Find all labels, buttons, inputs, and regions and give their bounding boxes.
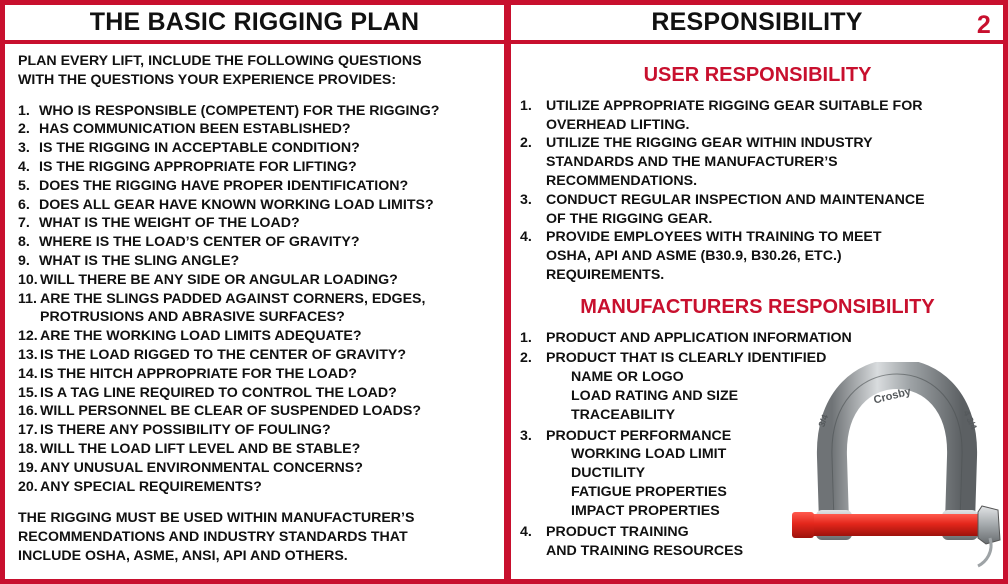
item-number: 18. xyxy=(18,440,38,457)
item-text xyxy=(39,177,498,196)
item-text xyxy=(546,191,995,229)
sub-item: NAME OR LOGO xyxy=(571,369,684,386)
item-text xyxy=(40,384,498,403)
item-line: UTILIZE THE RIGGING GEAR WITHIN INDUSTRY xyxy=(546,135,873,152)
question-item xyxy=(18,327,498,346)
user-responsibility-heading: USER RESPONSIBILITY xyxy=(643,64,872,86)
item-number: 3. xyxy=(520,427,532,444)
question-item xyxy=(18,177,498,196)
question-item xyxy=(18,384,498,403)
item-text xyxy=(39,214,498,233)
item-number: 2. xyxy=(18,121,30,138)
item-text xyxy=(40,440,498,459)
question-item xyxy=(18,158,498,177)
user-responsibility-item xyxy=(520,134,995,190)
page-number: 2 xyxy=(976,11,991,39)
manufacturers-responsibility-heading: MANUFACTURERS RESPONSIBILITY xyxy=(580,295,935,318)
question-item xyxy=(18,459,498,478)
item-text xyxy=(40,290,498,328)
shackle-image xyxy=(792,362,1002,576)
item-text xyxy=(546,97,995,135)
item-text xyxy=(546,134,995,190)
item-number: 10. xyxy=(18,271,38,288)
item-number: 20. xyxy=(18,478,38,495)
item-text xyxy=(546,329,995,348)
right-header xyxy=(511,5,1003,40)
item-number: 12. xyxy=(18,328,38,345)
question-item xyxy=(18,271,498,290)
item-line: ANY UNUSUAL ENVIRONMENTAL CONCERNS? xyxy=(40,459,363,476)
question-item xyxy=(18,102,498,121)
item-line: PRODUCT THAT IS CLEARLY IDENTIFIED xyxy=(546,350,827,367)
item-text xyxy=(39,233,498,252)
question-item xyxy=(18,402,498,421)
item-text xyxy=(39,139,498,158)
intro-text xyxy=(18,52,498,90)
item-text xyxy=(39,196,498,215)
item-text xyxy=(40,478,498,497)
question-item xyxy=(18,440,498,459)
sub-item: WORKING LOAD LIMIT xyxy=(571,446,727,463)
item-text xyxy=(546,228,995,284)
item-line: ANY SPECIAL REQUIREMENTS? xyxy=(40,478,262,495)
item-number: 4. xyxy=(520,523,532,540)
item-line: PROTRUSIONS AND ABRASIVE SURFACES? xyxy=(40,309,345,326)
item-text xyxy=(39,102,498,121)
user-responsibility-item xyxy=(520,228,995,284)
item-line: PROVIDE EMPLOYEES WITH TRAINING TO MEET xyxy=(546,229,882,246)
item-text xyxy=(39,120,498,139)
intro-line: WITH THE QUESTIONS YOUR EXPERIENCE PROVIDES: xyxy=(18,71,397,88)
shackle-pin-head xyxy=(792,512,814,538)
item-line: OSHA, API AND ASME (B30.9, B30.26, ETC.) xyxy=(546,248,842,265)
manufacturer-responsibility-item xyxy=(520,329,995,348)
sub-item: TRACEABILITY xyxy=(571,406,676,423)
item-line: WILL THE LOAD LIFT LEVEL AND BE STABLE? xyxy=(40,440,361,457)
item-line: IS THE RIGGING APPROPRIATE FOR LIFTING? xyxy=(39,158,357,175)
closing-text xyxy=(18,509,498,565)
item-line: WHAT IS THE WEIGHT OF THE LOAD? xyxy=(39,215,300,232)
question-item xyxy=(18,252,498,271)
item-line: OF THE RIGGING GEAR. xyxy=(546,210,713,227)
question-item xyxy=(18,365,498,384)
item-line: PRODUCT PERFORMANCE xyxy=(546,427,732,444)
item-line: WILL THERE BE ANY SIDE OR ANGULAR LOADING? xyxy=(40,271,398,288)
closing-line: THE RIGGING MUST BE USED WITHIN MANUFACTURER’S xyxy=(18,510,415,527)
item-number: 1. xyxy=(18,102,30,119)
item-line: UTILIZE APPROPRIATE RIGGING GEAR SUITABLE FOR xyxy=(546,97,923,114)
item-number: 3. xyxy=(520,191,532,208)
item-text xyxy=(40,327,498,346)
item-line: IS THE HITCH APPROPRIATE FOR THE LOAD? xyxy=(40,365,357,382)
question-item xyxy=(18,290,498,328)
sub-item: LOAD RATING AND SIZE xyxy=(571,387,739,404)
item-number: 9. xyxy=(18,252,30,269)
right-title: RESPONSIBILITY xyxy=(651,8,863,36)
item-line: HAS COMMUNICATION BEEN ESTABLISHED? xyxy=(39,121,351,138)
item-text xyxy=(40,459,498,478)
question-item xyxy=(18,214,498,233)
item-line: IS A TAG LINE REQUIRED TO CONTROL THE LOAD? xyxy=(40,384,397,401)
item-line: WHO IS RESPONSIBLE (COMPETENT) FOR THE RIGGING? xyxy=(39,102,440,119)
item-number: 5. xyxy=(18,177,30,194)
question-item xyxy=(18,421,498,440)
question-item xyxy=(18,196,498,215)
item-line: STANDARDS AND THE MANUFACTURER’S xyxy=(546,154,838,171)
question-item xyxy=(18,139,498,158)
closing-line: INCLUDE OSHA, ASME, ANSI, API AND OTHERS. xyxy=(18,547,348,564)
item-number: 2. xyxy=(520,135,532,152)
item-text xyxy=(40,365,498,384)
user-responsibility-item xyxy=(520,97,995,135)
question-item xyxy=(18,346,498,365)
item-number: 19. xyxy=(18,459,38,476)
item-number: 1. xyxy=(520,97,532,114)
item-text xyxy=(40,402,498,421)
item-line: IS THE LOAD RIGGED TO THE CENTER OF GRAVITY? xyxy=(40,346,406,363)
item-line: DOES ALL GEAR HAVE KNOWN WORKING LOAD LIMITS? xyxy=(39,196,434,213)
item-text xyxy=(39,158,498,177)
left-title: THE BASIC RIGGING PLAN xyxy=(89,8,420,36)
item-number: 4. xyxy=(18,158,30,175)
item-line: WHAT IS THE SLING ANGLE? xyxy=(39,252,240,269)
question-item xyxy=(18,233,498,252)
item-line: OVERHEAD LIFTING. xyxy=(546,116,690,133)
item-line: REQUIREMENTS. xyxy=(546,266,665,283)
shackle-wll-marking: 4 3/4 xyxy=(961,408,979,432)
item-number: 3. xyxy=(18,140,30,157)
rigging-plan-body xyxy=(18,52,498,566)
item-line: IS THE RIGGING IN ACCEPTABLE CONDITION? xyxy=(39,140,360,157)
item-line: WILL PERSONNEL BE CLEAR OF SUSPENDED LOADS? xyxy=(40,403,421,420)
item-number: 15. xyxy=(18,384,38,401)
item-number: 17. xyxy=(18,422,38,439)
item-line: CONDUCT REGULAR INSPECTION AND MAINTENANCE xyxy=(546,191,925,208)
sub-item: IMPACT PROPERTIES xyxy=(571,502,720,519)
manufacturers-trailer-line: AND TRAINING RESOURCES xyxy=(546,543,744,560)
item-text xyxy=(40,421,498,440)
intro-line: PLAN EVERY LIFT, INCLUDE THE FOLLOWING QUESTIONS xyxy=(18,53,422,69)
shackle-pin xyxy=(804,514,992,536)
question-list xyxy=(18,102,498,497)
left-header xyxy=(5,5,504,40)
item-number: 11. xyxy=(18,290,37,307)
item-number: 13. xyxy=(18,346,38,363)
closing-line: RECOMMENDATIONS AND INDUSTRY STANDARDS THAT xyxy=(18,529,408,546)
sub-item: DUCTILITY xyxy=(571,465,646,482)
shackle-size-marking: 3/4 xyxy=(816,413,831,429)
item-line: PRODUCT AND APPLICATION INFORMATION xyxy=(546,329,852,346)
shackle-brand-marking: Crosby xyxy=(872,385,913,407)
item-number: 16. xyxy=(18,403,38,420)
item-number: 14. xyxy=(18,365,38,382)
item-text xyxy=(39,252,498,271)
item-line: IS THERE ANY POSSIBILITY OF FOULING? xyxy=(40,422,331,439)
question-item xyxy=(18,478,498,497)
item-number: 1. xyxy=(520,329,532,346)
user-responsibility-list xyxy=(520,97,995,285)
item-text xyxy=(40,346,498,365)
item-number: 4. xyxy=(520,229,532,246)
item-number: 7. xyxy=(18,215,30,232)
item-line: ARE THE SLINGS PADDED AGAINST CORNERS, EDGES, xyxy=(40,290,426,307)
sub-item: FATIGUE PROPERTIES xyxy=(571,483,727,500)
item-line: WHERE IS THE LOAD’S CENTER OF GRAVITY? xyxy=(39,234,360,251)
item-number: 8. xyxy=(18,234,30,251)
item-line: ARE THE WORKING LOAD LIMITS ADEQUATE? xyxy=(40,328,362,345)
user-responsibility-item xyxy=(520,191,995,229)
item-line: PRODUCT TRAINING xyxy=(546,523,689,540)
item-number: 6. xyxy=(18,196,30,213)
item-text xyxy=(40,271,498,290)
item-line: DOES THE RIGGING HAVE PROPER IDENTIFICATION? xyxy=(39,177,409,194)
question-item xyxy=(18,120,498,139)
item-number: 2. xyxy=(520,350,532,367)
item-line: RECOMMENDATIONS. xyxy=(546,172,698,189)
